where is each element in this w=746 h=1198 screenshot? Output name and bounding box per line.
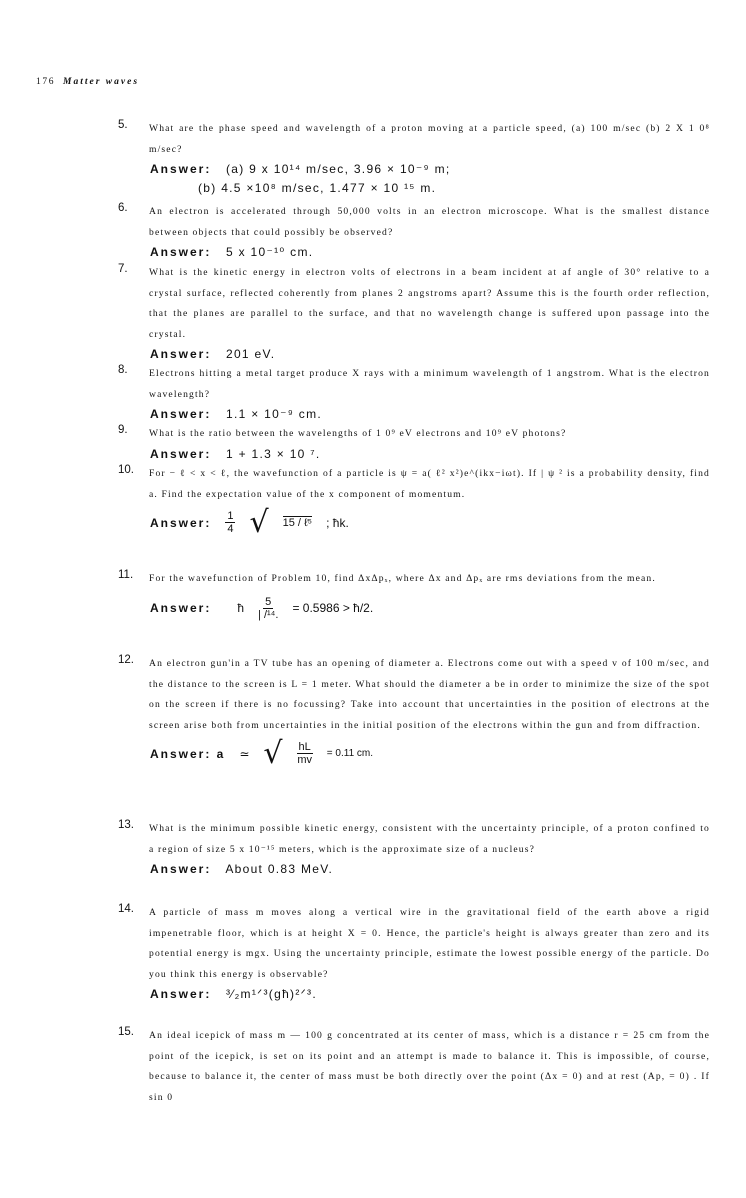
answer-value: 1.1 × 10⁻⁹ cm.: [225, 407, 323, 421]
answer: [150, 243, 710, 262]
answer-label: Answer:: [150, 446, 212, 461]
answer-value: About 0.83 MeV.: [225, 862, 334, 876]
answer-value: 5 x 10⁻¹⁰ cm.: [225, 245, 314, 259]
problem-14: [118, 903, 710, 1004]
problem-10: [118, 464, 710, 540]
problem-9: [118, 424, 710, 464]
denominator: | /¹⁴.: [258, 608, 279, 621]
problem-text: A particle of mass m moves along a vertical wire in the gravitational field of the earth above a rigid impenetrable floor, which is at height X = 0. Hence, the particle's height is always greater than zero and its potential energy is mgx. Using the uncertainty principle, estimate the lowest possible energy of the particle. Do you think this energy is observable?: [149, 907, 710, 980]
answer-b-line: [198, 179, 710, 198]
problem-text: For the wavefunction of Problem 10, find ΔxΔpₓ, where Δx and Δpₓ are rms deviations from the mean.: [149, 573, 656, 584]
sqrt-icon: √: [249, 505, 269, 540]
problem-text: An electron is accelerated through 50,000 volts in an electron microscope. What is the smallest distance between objects that could possibly be observed?: [149, 206, 710, 238]
problem-number: 12.: [118, 654, 134, 666]
problem-number: 6.: [118, 202, 128, 214]
answer: [150, 596, 710, 621]
answer-a: (a) 9 x 10¹⁴ m/sec, 3.96 × 10⁻⁹ m;: [225, 162, 451, 176]
numerator: 5: [265, 595, 272, 608]
problem-7: [118, 263, 710, 364]
answer-label: Answer:: [150, 407, 212, 421]
answer-label: Answer:: [150, 862, 212, 876]
answer-label: Answer: a: [150, 746, 226, 761]
answer-label: Answer:: [150, 245, 212, 259]
answer: [150, 405, 710, 424]
answer-value: 1 + 1.3 × 10 ⁷.: [225, 446, 321, 461]
running-header: [36, 77, 139, 87]
answer-value: 201 eV.: [225, 347, 276, 361]
answer: [150, 736, 710, 771]
problem-number: 13.: [118, 819, 134, 831]
denominator: mv: [297, 754, 312, 766]
numerator: 1: [227, 510, 234, 522]
problem-number: 5.: [118, 119, 128, 131]
answer-label: Answer:: [150, 601, 212, 615]
answer-fraction: [297, 741, 313, 766]
denominator: 4: [227, 523, 234, 535]
answer: [150, 445, 710, 464]
problem-13: [118, 819, 710, 879]
answer-fraction: [225, 510, 235, 535]
answer: [150, 160, 710, 179]
answer-label: Answer:: [150, 515, 212, 530]
problem-number: 15.: [118, 1026, 134, 1038]
answer-tail: = 0.11 cm.: [326, 748, 374, 759]
answer-lhs: ħ: [237, 601, 245, 615]
problem-number: 10.: [118, 464, 134, 476]
numerator: hL: [298, 741, 311, 753]
problem-12: [118, 654, 710, 771]
problem-text: An ideal icepick of mass m — 100 g concentrated at its center of mass, which is a distance r = 25 cm from the point of the icepick, is set on its point and an attempt is made to balance it. This is impossible, of course, because to balance it, the center of mass must be both directly over the point (Δx = 0) and at rest (Ap, = 0) . If sin 0: [149, 1030, 710, 1103]
problem-text: What is the minimum possible kinetic energy, consistent with the uncertainty principle, of a proton confined to a region of size 5 x 10⁻¹⁵ meters, which is the approximate size of a nucleus?: [149, 823, 710, 855]
sqrt-icon: √: [263, 736, 283, 771]
problem-number: 9.: [118, 424, 128, 436]
radicand: 15 / ℓ⁵: [282, 517, 313, 529]
answer: [150, 860, 710, 879]
problem-number: 11.: [118, 569, 134, 581]
problem-number: 14.: [118, 903, 134, 915]
problem-text: An electron gun'in a TV tube has an opening of diameter a. Electrons come out with a speed v of 100 m/sec, and the distance to the screen is L = 1 meter. What should the diameter a be in order to minimize the size of the spot on the screen if there is no focussing? Take into account that uncertainties in the position of electrons at the screen arise both from uncertainties in the initial position of the electrons within the gun and from diffraction.: [149, 658, 710, 731]
running-title: Matter waves: [63, 77, 140, 87]
answer-label: Answer:: [150, 162, 212, 176]
approx-symbol: ≃: [239, 746, 250, 761]
answer-label: Answer:: [150, 347, 212, 361]
answer-value: ³⁄₂m¹ᐟ³(għ)²ᐟ³.: [225, 987, 317, 1001]
answer: [150, 985, 710, 1004]
page-number: 176: [36, 77, 56, 87]
answer-b: (b) 4.5 ×10⁸ m/sec, 1.477 × 10 ¹⁵ m.: [198, 181, 437, 195]
answer-tail: = 0.5986 > ħ/2.: [292, 601, 374, 615]
problem-text: What is the ratio between the wavelengths of 1 0⁹ eV electrons and 10⁹ eV photons?: [149, 428, 567, 439]
problem-6: [118, 202, 710, 262]
problem-15: [118, 1026, 710, 1108]
problem-text: For − ℓ < x < ℓ, the wavefunction of a particle is ψ = a( ℓ² x²)e^(ikx−iωt). If | ψ ² is a probability density, find a. Find the expectation value of the x component of momentum.: [149, 468, 710, 500]
problem-text: What are the phase speed and wavelength of a proton moving at a particle speed, (a) 100 m/sec (b) 2 X 1 0⁸ m/sec?: [149, 123, 710, 155]
answer-label: Answer:: [150, 987, 212, 1001]
answer-fraction: [258, 596, 278, 621]
problem-number: 8.: [118, 364, 128, 376]
problem-8: [118, 364, 710, 424]
problem-text: What is the kinetic energy in electron volts of electrons in a beam incident at af angle of 30° relative to a crystal surface, reflected coherently from planes 2 angstroms apart? Assume this is the fourth order reflection, that the planes are parallel to the surface, and that no wavelength change is suffered upon passage into the crystal.: [149, 267, 710, 340]
problem-5: [118, 119, 710, 198]
answer-tail: ; ħk.: [326, 515, 349, 530]
answer: [150, 345, 710, 364]
problem-number: 7.: [118, 263, 128, 275]
problem-11: [118, 569, 710, 621]
answer: [150, 505, 710, 540]
problem-text: Electrons hitting a metal target produce X rays with a minimum wavelength of 1 angstrom. What is the electron wavelength?: [149, 368, 710, 400]
